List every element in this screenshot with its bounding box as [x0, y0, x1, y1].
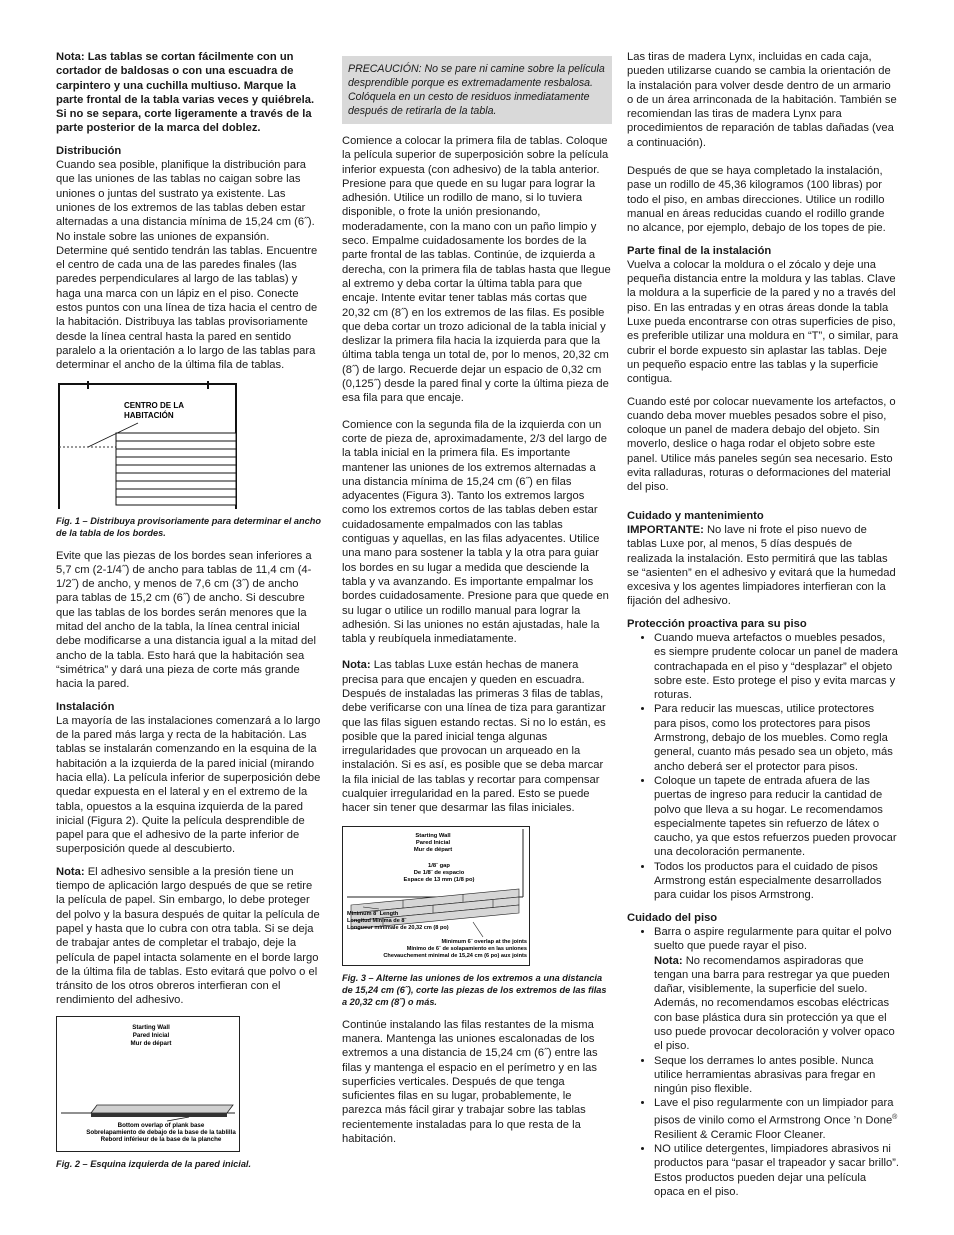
note-text: No recomendamos aspiradoras que tengan una barra para restregar ya que pueden dañar, visiblemente, la superficie del suelo. Además, no recomendamos escobas eléctricas con base plástica dura sin protección ya que el uso puede provocar decoloración y volver opaco el piso. — [654, 954, 895, 1053]
caution-box: PRECAUCIÓN: No se pare ni camine sobre la película desprendible porque es extremadamente resbalosa. Colóquela en un cesto de residuos inmediatamente después de retirarla de la tabla. — [342, 56, 612, 124]
list-item — [654, 1096, 899, 1142]
figure-2-diagram — [57, 1017, 239, 1151]
figure-1-caption: Fig. 1 – Distribuya provisoriamente para determinar el ancho de la tabla de los bordes. — [56, 515, 321, 538]
cutting-note: Nota: Las tablas se cortan fácilmente con un cortador de baldosas o con una escuadra de carpintero y una cuchilla multiuso. Marque la parte frontal de la tabla varias veces y quiébrela. Si no se separa, corte ligeramente a través de la parte posterior de la marca del doblez. — [56, 51, 315, 135]
installation-text: La mayoría de las instalaciones comenzará a lo largo de la pared más larga y recta de la habitación. Las tablas se instalarán comenzando en la esquina de la habitación a la izquierda de la pared inicial (mirando hacia ella). La película inferior de superposición debe quedar expuesta en el lateral y en el extremo de la tabla, opuestos a la esquina izquierda de la pared inicial (Figura 2). Quite la película desprendible de papel para que el adhesivo de la parte inferior de superposición quede al descubierto. — [56, 714, 321, 856]
fig2-wall-es: Pared Inicial — [132, 1031, 170, 1039]
list-item-text: Resilient & Ceramic Floor Cleaner. — [654, 1128, 826, 1141]
lynx-strips-text: Las tiras de madera Lynx, incluidas en cada caja, pueden utilizarse cuando se cambia la orientación de la instalación para volver desde dentro de un armario o de un área arrinconada de la habitación. También se recomiendan las tiras de madera Lynx para procedimientos de reparación de tablas dañadas (vea a continuación). — [627, 51, 897, 149]
second-row-text: Comience con la segunda fila de la izquierda con un corte de pieza de, aproximadamente, 2/3 del largo de la tabla inicial en la primera fila. Es importante mantener las uniones de los extremos alternadas a una distancia mínima de 15,24 cm (6˝) en filas adyacentes (Figura 3). Tanto los extremos largos como los extremos cortos de las tablas deben estar cuidadosamente empalmados con las tablas contiguas y aquellas, en las filas adyacentes. Utilice una mano para sostener la tabla y la otra para guiar los bordes en su lugar a medida que desciende la tabla y va avanzando. Es importante empalmar los bordes cuidadosamente. Presione para que quede en su lugar o utilice un rodillo manual para lograr la adhesión. Si las uniones no están ajustadas, hale la tabla y reubíquela inmediatamente. — [342, 418, 609, 646]
fig1-label-line2: HABITACIÓN — [124, 410, 174, 420]
figure-2-caption: Fig. 2 – Esquina izquierda de la pared inicial. — [56, 1158, 252, 1169]
fig3-gap-en: 1/8˝ gap — [428, 862, 450, 869]
list-item: • Para reducir las muescas, utilice protectores para pisos, como los protectores para pisos Armstrong, debajo de los muebles. Como regla general, cuanto más pesado sea un objeto, más ancho deberá ser el protector para pisos. — [654, 702, 899, 773]
important-body: No lave ni frote el piso nuevo de tablas Luxe por, al menos, 5 días después de realizada la instalación. Esto permitirá que las tablas se “asienten” en el adhesivo y evitará que la humedad excesiva y los agentes limpiadores interfieran con la fijación del adhesivo. — [627, 523, 896, 608]
note-text: Las tablas Luxe están hechas de manera precisa para que encajen y queden en escuadra. Después de instaladas las primeras 3 filas de tablas, debe verificarse con una línea de tiza para garantizar que las filas siguen estando rectas. Si no lo están, es posible que la pared inicial tenga algunas irregularidades que provocan un arqueado en la instalación. Si es así, es posible que se deba marcar la fila inicial de las tablas y recortar para compensar cualquier irregularidad en la pared. Esto se puede hacer sin tener que desarmar las filas iniciales. — [342, 659, 606, 815]
continue-text: Continúe instalando las filas restantes de la misma manera. Mantenga las uniones escalonadas de los extremos a una distancia de 15,24 cm (6˝) entre las filas y mantenga el espacio en el perímetro y en las superficies verticales. Después de que tenga suficientes filas en su lugar, probablemente, le parezca más fácil girar y trabajar sobre las tablas recientemente instaladas para lo que resta de la habitación. — [342, 1018, 598, 1146]
list-item-text: Barra o aspire regularmente para quitar el polvo suelto que puede rayar el piso. — [654, 925, 892, 953]
plank-stack — [116, 433, 236, 505]
floor-care-list — [627, 925, 899, 1199]
important-label: IMPORTANTE: — [627, 523, 704, 536]
protection-list — [627, 631, 899, 903]
fig3-ov-es: Mínimo de 6˝ de solapamiento en las uniones — [406, 945, 527, 952]
fig2-wall-en: Starting Wall — [132, 1023, 170, 1031]
figure-2 — [56, 1016, 240, 1152]
note-label: Nota: — [56, 865, 85, 878]
figure-3-caption: Fig. 3 – Alterne las uniones de los extremos a una distancia de 15,24 cm (6˝), corte las piezas de los extremos de las filas a 20,32 cm (8˝) o más. — [342, 972, 607, 1007]
list-item-text: Lave el piso regularmente con un limpiador para pisos de vinilo como el Armstrong Once ’n Done — [654, 1097, 894, 1127]
fig3-wall-en: Starting Wall — [415, 832, 451, 839]
fig3-gap-es: De 1/8˝ de espacio — [413, 869, 465, 876]
fig3-min-fr: Longueur minimale de 20,32 cm (8 po) — [347, 924, 449, 931]
list-item: • Cuando mueva artefactos o muebles pesados, es siempre prudente colocar un panel de madera contrachapada en el piso y “desplazar” el objeto sobre este. Esto protege el piso y evita marcas y roturas. — [654, 631, 899, 702]
figure-3-diagram — [343, 827, 529, 965]
figure-1 — [58, 381, 238, 509]
list-item — [654, 925, 899, 1054]
border-text: Evite que las piezas de los bordes sean inferiores a 5,7 cm (2-1/4˝) de ancho para tablas de 11,4 cm (4-1/2˝) de ancho, y menos de 7,6 cm (3˝) de ancho para tablas de 15,2 cm (6˝) de ancho. Si descubre que las tablas de los bordes serán menores que la mitad del ancho de la tabla, la línea central inicial debe modificarse a una distancia igual a la mitad del ancho de la tabla. Esto hará que la habitación sea “simétrica” y dará una pieza de corte más grande hacia la pared. — [56, 549, 316, 691]
fig2-overlap-en: Bottom overlap of plank base — [117, 1121, 205, 1129]
fig3-wall-es: Pared Inicial — [415, 839, 451, 846]
important-text — [627, 523, 899, 609]
registered-mark: ® — [892, 1113, 898, 1121]
fig2-overlap-fr: Rebord inférieur de la base de la planche — [100, 1135, 222, 1143]
distribution-text: Cuando sea posible, planifique la distribución para que las uniones de las tablas no caigan sobre las uniones o juntas del sustrato ya existente. Las uniones de los extremos de las tablas deben estar alternadas a una distancia mínima de 15,24 cm (6˝). No instale sobre las uniones de expansión. Determine qué sentido tendrán las tablas. Encuentre el centro de cada una de las paredes finales (las paredes perpendiculares al largo de las tablas) y haga una marca con un lápiz en el piso. Conecte estos puntos con una línea de tiza hacia el centro de la habitación. Distribuya las tablas provisoriamente desde la línea central hasta la pared en sentido paralelo a la orientación a lo largo de las tablas para determinar el ancho de la última fila de tablas. — [56, 159, 318, 372]
overlap-pointer — [167, 1117, 189, 1121]
note-label: Nota: — [342, 659, 371, 672]
precision-note — [342, 658, 612, 815]
list-item: • NO utilice detergentes, limpiadores abrasivos ni productos para “pasar el trapeador y sacar brillo”. Estos productos pueden dejar una película opaca en el piso. — [654, 1142, 899, 1199]
plank-overlap — [91, 1113, 227, 1117]
fig3-min-es: Longitud Mínima de 8˝ — [347, 917, 407, 924]
plank-top — [91, 1105, 233, 1113]
figure-1-diagram — [58, 381, 238, 509]
note-label: Nota: — [654, 954, 683, 967]
fig3-ov-fr: Chevauchement minimal de 15,24 cm (6 po) aux joints — [383, 952, 527, 959]
fig2-overlap-es: Sobrelapamiento de debajo de la base de la tablilla — [86, 1128, 236, 1136]
adhesive-note — [56, 865, 324, 1008]
distribution-heading: Distribución — [56, 144, 122, 157]
fig3-ov-en: Minimum 6˝ overlap at the joints — [441, 938, 527, 945]
floor-care-heading: Cuidado del piso — [627, 911, 718, 924]
column-left — [56, 50, 324, 1180]
overlap-pointer — [473, 922, 483, 937]
list-item: • Seque los derrames lo antes posible. Nunca utilice herramientas abrasivas para fregar en ningún piso flexible. — [654, 1054, 899, 1097]
fig1-label-line1: CENTRO DE LA — [124, 400, 184, 410]
figure-3 — [342, 826, 530, 966]
installation-heading: Instalación — [56, 700, 115, 713]
furniture-text: Cuando esté por colocar nuevamente los artefactos, o cuando deba mover muebles pesados sobre el piso, coloque un panel de madera debajo del objeto. Sin moverlo, deslice o haga rodar el objeto sobre este panel. Utilice más paneles según sea necesario. Esto evita ralladuras, roturas o deformaciones del material del piso. — [627, 395, 896, 494]
protection-heading: Protección proactiva para su piso — [627, 617, 807, 630]
list-item: • Todos los productos para el cuidado de pisos Armstrong están especialmente desarrollados para cuidar los pisos Armstrong. — [654, 860, 899, 903]
list-item: • Coloque un tapete de entrada afuera de las puertas de ingreso para reducir la cantidad de polvo que lleva a su hogar. Le recomendamos especialmente tapetes sin refuerzo de látex o caucho, ya que estos refuerzos pueden provocar una decoloración permanente. — [654, 774, 899, 860]
fig2-wall-fr: Mur de départ — [130, 1039, 172, 1047]
roller-text: Después de que se haya completado la instalación, pase un rodillo de 45,36 kilogramos (100 libras) por todo el piso, en ambas direcciones. Utilice un rodillo manual en áreas reducidas cuando el rodillo grande no alcance, por ejemplo, debajo de los topes de pie. — [627, 165, 886, 235]
final-heading: Parte final de la instalación — [627, 244, 772, 257]
fig3-min-en: Minimum 8˝ Length — [347, 910, 399, 917]
note-text: El adhesivo sensible a la presión tiene un tiempo de aplicación largo después de que se retire la película de papel. Sin embargo, lo debe proteger del polvo y la basura después de quitar la película de papel y hasta que lo cubra con otra tabla. Si se deja de trabajar antes de completar el trabajo, deje la película de papel intacta solamente en el borde largo de la última fila de tablas. Esto evitará que polvo o el tránsito de los otros obreros interfieran con el rendimiento del adhesivo. — [56, 865, 320, 1007]
fig3-wall-fr: Mur de départ — [413, 846, 453, 853]
final-text: Vuelva a colocar la moldura o el zócalo y deje una pequeña distancia entre la moldura y las tablas. Clave la moldura a la superficie de la pared y no a través del piso. En las entradas y en otras áreas donde la tabla Luxe pueda encontrarse con otras superficies de piso, es preferible utilizar una moldura en “T”, o similar, para cubrir el borde expuesto sin aplastar las tablas. Deje un pequeño espacio entre las tablas y la superficie contigua. — [627, 258, 899, 386]
column-middle — [342, 56, 612, 1154]
first-row-text: Comience a colocar la primera fila de tablas. Coloque la película superior de superposición sobre la película inferior expuesta (con adhesivo) de la tabla anterior. Presione para que quede en su lugar para lograr la adhesión. Utilice un rodillo de mano, si lo tuviera disponible, o frote la unión presionando, moderadamente, con la mano con un paño limpio y seco. Empalme cuidadosamente los bordes de la parte frontal de las tablas. Continúe, de izquierda a derecha, con la primera fila de tablas hasta que llegue al extremo y deba cortar la última tabla para que encaje. Intente evitar tener tablas más cortas que 20,32 cm (8˝) en los extremos de las filas. Es posible que deba cortar un trozo adicional de la tabla inicial y deslizar la primera fila hacia la izquierda para que la última tabla tenga un total de, por lo menos, 20,32 cm (8˝) de largo. Recuerde dejar un espacio de 0,32 cm (0,125˝) desde la pared final y corte la última pieza de esa fila para que encaje. — [342, 135, 611, 405]
care-heading: Cuidado y mantenimiento — [627, 509, 764, 522]
column-right — [627, 50, 899, 1207]
fig3-gap-fr: Espace de 13 mm (1/8 po) — [403, 876, 475, 883]
